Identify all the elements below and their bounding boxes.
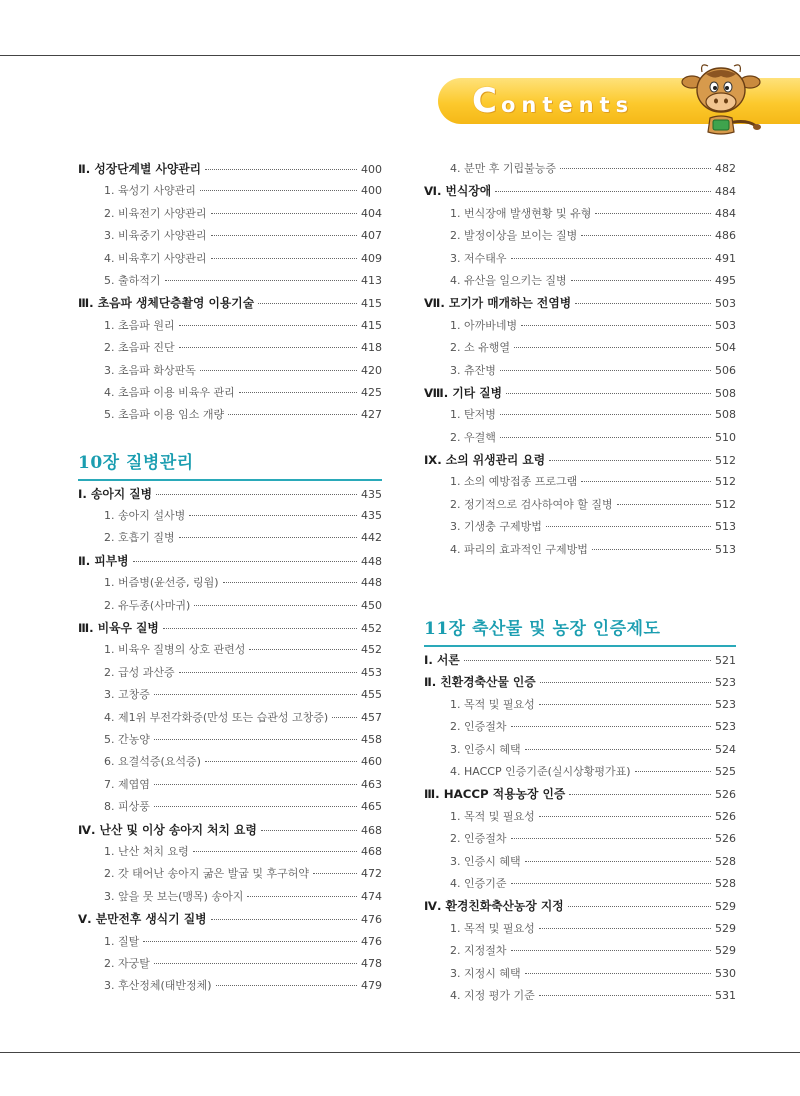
toc-page-number: 506 (715, 363, 736, 377)
toc-page-number: 468 (361, 844, 382, 858)
toc-subentry (424, 158, 736, 180)
dot-leader (539, 928, 711, 929)
toc-subentry (424, 851, 736, 873)
dot-leader (581, 235, 711, 236)
toc-entry-label: Ⅸ. 소의 위생관리 요령 (424, 453, 546, 468)
toc-section-entry (424, 671, 736, 693)
dot-leader (194, 605, 357, 606)
toc-subentry (78, 270, 382, 292)
toc-page-number: 508 (715, 408, 736, 422)
toc-entry-label: 2. 자궁탈 (104, 956, 150, 970)
chapter-11-heading (424, 599, 736, 649)
dot-leader (575, 303, 711, 304)
dot-leader (521, 325, 711, 326)
toc-section (78, 158, 382, 427)
toc-subentry (78, 863, 382, 885)
dot-leader (211, 258, 358, 259)
toc-entry-label: 4. 제1위 부전각화증(만성 또는 습관성 고창증) (104, 710, 329, 724)
dot-leader (133, 561, 357, 562)
toc-entry-label: 2. 우결핵 (450, 430, 496, 444)
dot-leader (511, 883, 712, 884)
toc-page-number: 513 (715, 520, 736, 534)
toc-subentry (78, 639, 382, 661)
toc-page-number: 400 (361, 163, 382, 176)
toc-page-number: 404 (361, 206, 382, 220)
toc-section-entry (78, 158, 382, 180)
toc-subentry (78, 729, 382, 751)
toc-subentry (78, 225, 382, 247)
toc-subentry (424, 828, 736, 850)
toc-subentry (78, 774, 382, 796)
dot-leader (200, 370, 357, 371)
dot-leader (500, 370, 711, 371)
toc-page-number: 448 (361, 576, 382, 590)
toc-entry-label: 3. 지정시 혜택 (450, 966, 521, 980)
toc-entry-label: 1. 탄저병 (450, 408, 496, 422)
toc-page-number: 482 (715, 162, 736, 175)
toc-section (424, 649, 736, 1007)
toc-page-number: 427 (361, 408, 382, 422)
toc-subentry (424, 360, 736, 382)
toc-subentry (424, 873, 736, 895)
toc-entry-label: 1. 목적 및 필요성 (450, 697, 535, 711)
toc-page-number: 513 (715, 542, 736, 556)
dot-leader (154, 739, 357, 740)
dot-leader (211, 235, 358, 236)
toc-entry-label: Ⅳ. 난산 및 이상 송아지 처치 요령 (78, 822, 257, 837)
toc-page-number: 415 (361, 318, 382, 332)
dot-leader (165, 280, 358, 281)
dot-leader (247, 896, 357, 897)
toc-page-number: 528 (715, 876, 736, 890)
toc-page-number: 512 (715, 497, 736, 511)
dot-leader (595, 213, 711, 214)
toc-page-number: 465 (361, 800, 382, 814)
toc-page-number: 526 (715, 809, 736, 823)
toc-right-column (424, 158, 736, 1007)
toc-subentry (424, 315, 736, 337)
toc-section-entry (78, 292, 382, 314)
toc-subentry (78, 931, 382, 953)
chapter-10-heading (78, 433, 382, 483)
dot-leader (154, 784, 357, 785)
toc-entry-label: 3. 츄잔병 (450, 363, 496, 377)
toc-entry-label: Ⅱ. 친환경축산물 인증 (424, 675, 536, 690)
section-spacer (424, 561, 736, 593)
toc-subentry (424, 248, 736, 270)
dot-leader (211, 213, 358, 214)
dot-leader (617, 504, 711, 505)
toc-entry-label: 5. 간농양 (104, 732, 150, 746)
toc-subentry (424, 494, 736, 516)
toc-page-number: 460 (361, 755, 382, 769)
toc-page-number: 435 (361, 509, 382, 523)
toc-page-number: 512 (715, 475, 736, 489)
toc-section-entry (424, 649, 736, 671)
toc-section-entry (78, 908, 382, 930)
toc-subentry (424, 918, 736, 940)
dot-leader (592, 549, 711, 550)
toc-subentry (424, 516, 736, 538)
dot-leader (239, 392, 357, 393)
toc-page-number: 435 (361, 487, 382, 501)
toc-page-number: 476 (361, 934, 382, 948)
toc-page-number: 418 (361, 341, 382, 355)
dot-leader (540, 682, 711, 683)
toc-page-number: 479 (361, 979, 382, 993)
dot-leader (223, 582, 357, 583)
toc-page-number: 531 (715, 988, 736, 1002)
chapter-rule (424, 645, 736, 647)
dot-leader (179, 347, 357, 348)
toc-subentry (424, 985, 736, 1007)
toc-page-number: 452 (361, 622, 382, 636)
toc-entry-label: 1. 아까바네병 (450, 318, 518, 332)
dot-leader (635, 771, 711, 772)
dot-leader (179, 325, 357, 326)
toc-section-entry (78, 550, 382, 572)
toc-entry-label: Ⅱ. 성장단계별 사양관리 (78, 162, 202, 176)
toc-page-number: 504 (715, 341, 736, 355)
top-rule (0, 55, 800, 56)
dot-leader (500, 414, 711, 415)
toc-subentry (78, 203, 382, 225)
toc-page-number: 409 (361, 251, 382, 265)
dot-leader (539, 816, 711, 817)
toc-page-number: 529 (715, 944, 736, 958)
dot-leader (560, 168, 711, 169)
toc-page-number: 529 (715, 900, 736, 914)
dot-leader (258, 303, 357, 304)
toc-entry-label: 4. 파리의 효과적인 구제방법 (450, 542, 588, 556)
dot-leader (500, 437, 711, 438)
toc-entry-label: 2. 정기적으로 검사하여야 할 질병 (450, 497, 613, 511)
toc-page-number: 526 (715, 832, 736, 846)
toc-page-number: 523 (715, 697, 736, 711)
toc-entry-label: Ⅰ. 송아지 질병 (78, 486, 153, 501)
toc-page-number: 452 (361, 643, 382, 657)
dot-leader (156, 494, 357, 495)
toc-entry-label: 4. 비육후기 사양관리 (104, 251, 207, 265)
toc-page-number: 478 (361, 956, 382, 970)
toc-entry-label: 1. 비육우 질병의 상호 관련성 (104, 643, 246, 657)
toc-subentry (424, 203, 736, 225)
dot-leader (525, 861, 711, 862)
dot-leader (228, 414, 357, 415)
toc-section-entry (424, 895, 736, 917)
dot-leader (179, 672, 357, 673)
toc-entry-label: 1. 육성기 사양관리 (104, 184, 196, 198)
toc-entry-label: Ⅰ. 서론 (424, 653, 460, 668)
toc-entry-label: 1. 송아지 설사병 (104, 509, 186, 523)
toc-entry-label: Ⅴ. 분만전후 생식기 질병 (78, 912, 207, 927)
toc-page-number: 407 (361, 229, 382, 243)
toc-entry-label: 3. 비육중기 사양관리 (104, 229, 207, 243)
toc-subentry (424, 404, 736, 426)
toc-subentry (424, 694, 736, 716)
dot-leader (568, 906, 711, 907)
toc-entry-label: 5. 초음파 이용 임소 개량 (104, 408, 225, 422)
dot-leader (154, 963, 357, 964)
dot-leader (313, 873, 357, 874)
toc-entry-label: Ⅳ. 환경친화축산농장 지정 (424, 899, 564, 914)
toc-page-number: 420 (361, 363, 382, 377)
toc-page-number: 530 (715, 966, 736, 980)
toc-page-number: 529 (715, 921, 736, 935)
toc-page-number: 442 (361, 531, 382, 545)
toc-page-number: 463 (361, 777, 382, 791)
dot-leader (216, 985, 357, 986)
dot-leader (154, 694, 357, 695)
toc-subentry (78, 595, 382, 617)
toc-page-number: 415 (361, 297, 382, 311)
dot-leader (581, 481, 711, 482)
toc-entry-label: 3. 고창증 (104, 688, 150, 702)
dot-leader (205, 761, 357, 762)
dot-leader (549, 460, 711, 461)
toc-entry-label: 4. 지정 평가 기준 (450, 988, 535, 1002)
toc-entry-label: 1. 번식장애 발생현황 및 유형 (450, 206, 592, 220)
toc-page-number: 521 (715, 654, 736, 668)
toc-subentry (78, 505, 382, 527)
toc-page-number: 526 (715, 788, 736, 802)
dot-leader (525, 749, 711, 750)
toc-page-number: 503 (715, 318, 736, 332)
toc-entry-label: 1. 난산 처치 요령 (104, 844, 189, 858)
toc-entry-label: 7. 제엽염 (104, 777, 150, 791)
cartoon-cow-mascot-icon (678, 60, 764, 138)
toc-entry-label: 1. 목적 및 필요성 (450, 809, 535, 823)
toc-subentry (424, 539, 736, 561)
toc-entry-label: Ⅲ. 초음파 생체단층촬영 이용기술 (78, 296, 255, 311)
toc-subentry (424, 337, 736, 359)
toc-entry-label: 2. 인증절차 (450, 720, 507, 734)
toc-entry-label: 2. 소 유행열 (450, 341, 510, 355)
dot-leader (189, 515, 357, 516)
toc-section (424, 158, 736, 561)
toc-subentry (78, 360, 382, 382)
toc-section (78, 483, 382, 998)
toc-section-entry (78, 617, 382, 639)
toc-entry-label: 1. 초음파 원리 (104, 318, 175, 332)
toc-subentry (78, 572, 382, 594)
toc-page-number: 450 (361, 598, 382, 612)
toc-subentry (78, 707, 382, 729)
toc-page-number: 448 (361, 554, 382, 568)
dot-leader (495, 191, 711, 192)
toc-entry-label: 8. 피상풍 (104, 800, 150, 814)
toc-entry-label: 2. 호흡기 질병 (104, 531, 175, 545)
toc-page-number: 484 (715, 206, 736, 220)
toc-section-entry (424, 180, 736, 202)
toc-subentry (424, 270, 736, 292)
toc-subentry (78, 975, 382, 997)
toc-entry-label: 3. 인증시 혜택 (450, 742, 521, 756)
dot-leader (179, 537, 357, 538)
toc-subentry (78, 684, 382, 706)
toc-subentry (78, 248, 382, 270)
toc-subentry (424, 806, 736, 828)
toc-entry-label: 4. 초음파 이용 비육우 관리 (104, 385, 235, 399)
toc-entry-label: Ⅵ. 번식장애 (424, 184, 492, 199)
dot-leader (511, 258, 712, 259)
toc-subentry (424, 940, 736, 962)
dot-leader (569, 794, 711, 795)
dot-leader (143, 941, 357, 942)
toc-page-number: 524 (715, 742, 736, 756)
toc-page-number: 453 (361, 665, 382, 679)
toc-subentry (78, 382, 382, 404)
toc-entry-label: 2. 갓 태어난 송아지 굶은 발굽 및 후구허약 (104, 867, 309, 881)
toc-entry-label: Ⅱ. 피부병 (78, 553, 129, 568)
toc-page-number: 458 (361, 732, 382, 746)
contents-title: Contents (472, 81, 635, 121)
toc-page-number: 491 (715, 251, 736, 265)
chapter-rule (78, 479, 382, 481)
toc-entry-label: 4. 분만 후 기립불능증 (450, 162, 556, 175)
dot-leader (193, 851, 357, 852)
toc-entry-label: 3. 앞을 못 보는(맹목) 송아지 (104, 889, 244, 903)
toc-page-number: 523 (715, 720, 736, 734)
toc-entry-label: Ⅲ. 비육우 질병 (78, 621, 159, 636)
dot-leader (546, 526, 711, 527)
toc-entry-label: 2. 유두종(사마귀) (104, 598, 191, 612)
toc-page-number: 484 (715, 185, 736, 199)
dot-leader (539, 995, 711, 996)
chapter-title: 10장 질병관리 (78, 452, 194, 473)
dot-leader (163, 628, 357, 629)
toc-page-number: 495 (715, 273, 736, 287)
toc-subentry (424, 716, 736, 738)
toc-entry-label: 1. 질탈 (104, 934, 140, 948)
toc-entry-label: Ⅷ. 기타 질병 (424, 385, 503, 400)
toc-entry-label: 3. 저수태우 (450, 251, 507, 265)
toc-page-number: 468 (361, 823, 382, 837)
toc-section-entry (424, 783, 736, 805)
toc-entry-label: Ⅶ. 모기가 매개하는 전염병 (424, 296, 572, 311)
toc-subentry (424, 427, 736, 449)
dot-leader (200, 190, 357, 191)
toc-page-number: 525 (715, 764, 736, 778)
toc-page-number: 503 (715, 297, 736, 311)
toc-subentry (424, 225, 736, 247)
toc-page-number: 457 (361, 710, 382, 724)
toc-subentry (78, 953, 382, 975)
toc-page-number: 528 (715, 854, 736, 868)
toc-subentry (78, 886, 382, 908)
dot-leader (332, 717, 357, 718)
dot-leader (571, 280, 711, 281)
toc-subentry (78, 404, 382, 426)
dot-leader (205, 169, 357, 170)
toc-section-entry (424, 382, 736, 404)
toc-section-entry (424, 449, 736, 471)
chapter-title: 11장 축산물 및 농장 인증제도 (424, 619, 661, 640)
dot-leader (514, 347, 711, 348)
dot-leader (511, 838, 712, 839)
toc-page-number: 486 (715, 229, 736, 243)
toc-section-entry (78, 819, 382, 841)
dot-leader (511, 950, 712, 951)
toc-subentry (78, 527, 382, 549)
toc-left-column (78, 158, 382, 998)
dot-leader (249, 649, 357, 650)
toc-entry-label: 6. 요결석증(요석증) (104, 755, 201, 769)
toc-subentry (424, 963, 736, 985)
toc-page-number: 425 (361, 385, 382, 399)
dot-leader (525, 973, 711, 974)
toc-entry-label: Ⅲ. HACCP 적용농장 인증 (424, 787, 566, 802)
toc-entry-label: 2. 비육전기 사양관리 (104, 206, 207, 220)
toc-page-number: 476 (361, 913, 382, 927)
dot-leader (511, 726, 712, 727)
toc-subentry (78, 337, 382, 359)
toc-entry-label: 2. 인증절차 (450, 832, 507, 846)
toc-entry-label: 1. 목적 및 필요성 (450, 921, 535, 935)
toc-subentry (424, 739, 736, 761)
toc-page-number: 455 (361, 688, 382, 702)
toc-subentry (78, 662, 382, 684)
toc-entry-label: 1. 소의 예방접종 프로그램 (450, 475, 578, 489)
toc-page-number: 472 (361, 867, 382, 881)
toc-subentry (78, 180, 382, 202)
toc-entry-label: 4. HACCP 인증기준(실시상황평가표) (450, 764, 631, 778)
toc-subentry (78, 841, 382, 863)
toc-subentry (78, 315, 382, 337)
toc-entry-label: 3. 기생충 구제방법 (450, 520, 542, 534)
toc-subentry (424, 761, 736, 783)
toc-subentry (78, 796, 382, 818)
dot-leader (154, 806, 357, 807)
toc-entry-label: 4. 유산을 일으키는 질병 (450, 273, 567, 287)
toc-entry-label: 4. 인증기준 (450, 876, 507, 890)
toc-entry-label: 5. 출하적기 (104, 273, 161, 287)
toc-section-entry (78, 483, 382, 505)
toc-page-number: 508 (715, 386, 736, 400)
dot-leader (464, 660, 711, 661)
toc-page-number: 413 (361, 273, 382, 287)
toc-entry-label: 3. 후산정체(태반정체) (104, 979, 212, 993)
toc-section-entry (424, 292, 736, 314)
toc-subentry (424, 471, 736, 493)
toc-page-number: 400 (361, 184, 382, 198)
toc-entry-label: 3. 인증시 혜택 (450, 854, 521, 868)
toc-subentry (78, 751, 382, 773)
toc-page-number: 510 (715, 430, 736, 444)
toc-page-number: 512 (715, 454, 736, 468)
toc-entry-label: 2. 발정이상을 보이는 질병 (450, 229, 578, 243)
toc-page-number: 523 (715, 676, 736, 690)
dot-leader (261, 830, 357, 831)
toc-entry-label: 2. 급성 과산증 (104, 665, 175, 679)
toc-entry-label: 1. 버즘병(윤선증, 링웜) (104, 576, 219, 590)
toc-entry-label: 2. 지정절차 (450, 944, 507, 958)
dot-leader (506, 393, 711, 394)
toc-entry-label: 3. 초음파 화상판독 (104, 363, 196, 377)
dot-leader (211, 919, 358, 920)
toc-entry-label: 2. 초음파 진단 (104, 341, 175, 355)
bottom-rule (0, 1052, 800, 1053)
dot-leader (539, 704, 711, 705)
toc-page-number: 474 (361, 889, 382, 903)
